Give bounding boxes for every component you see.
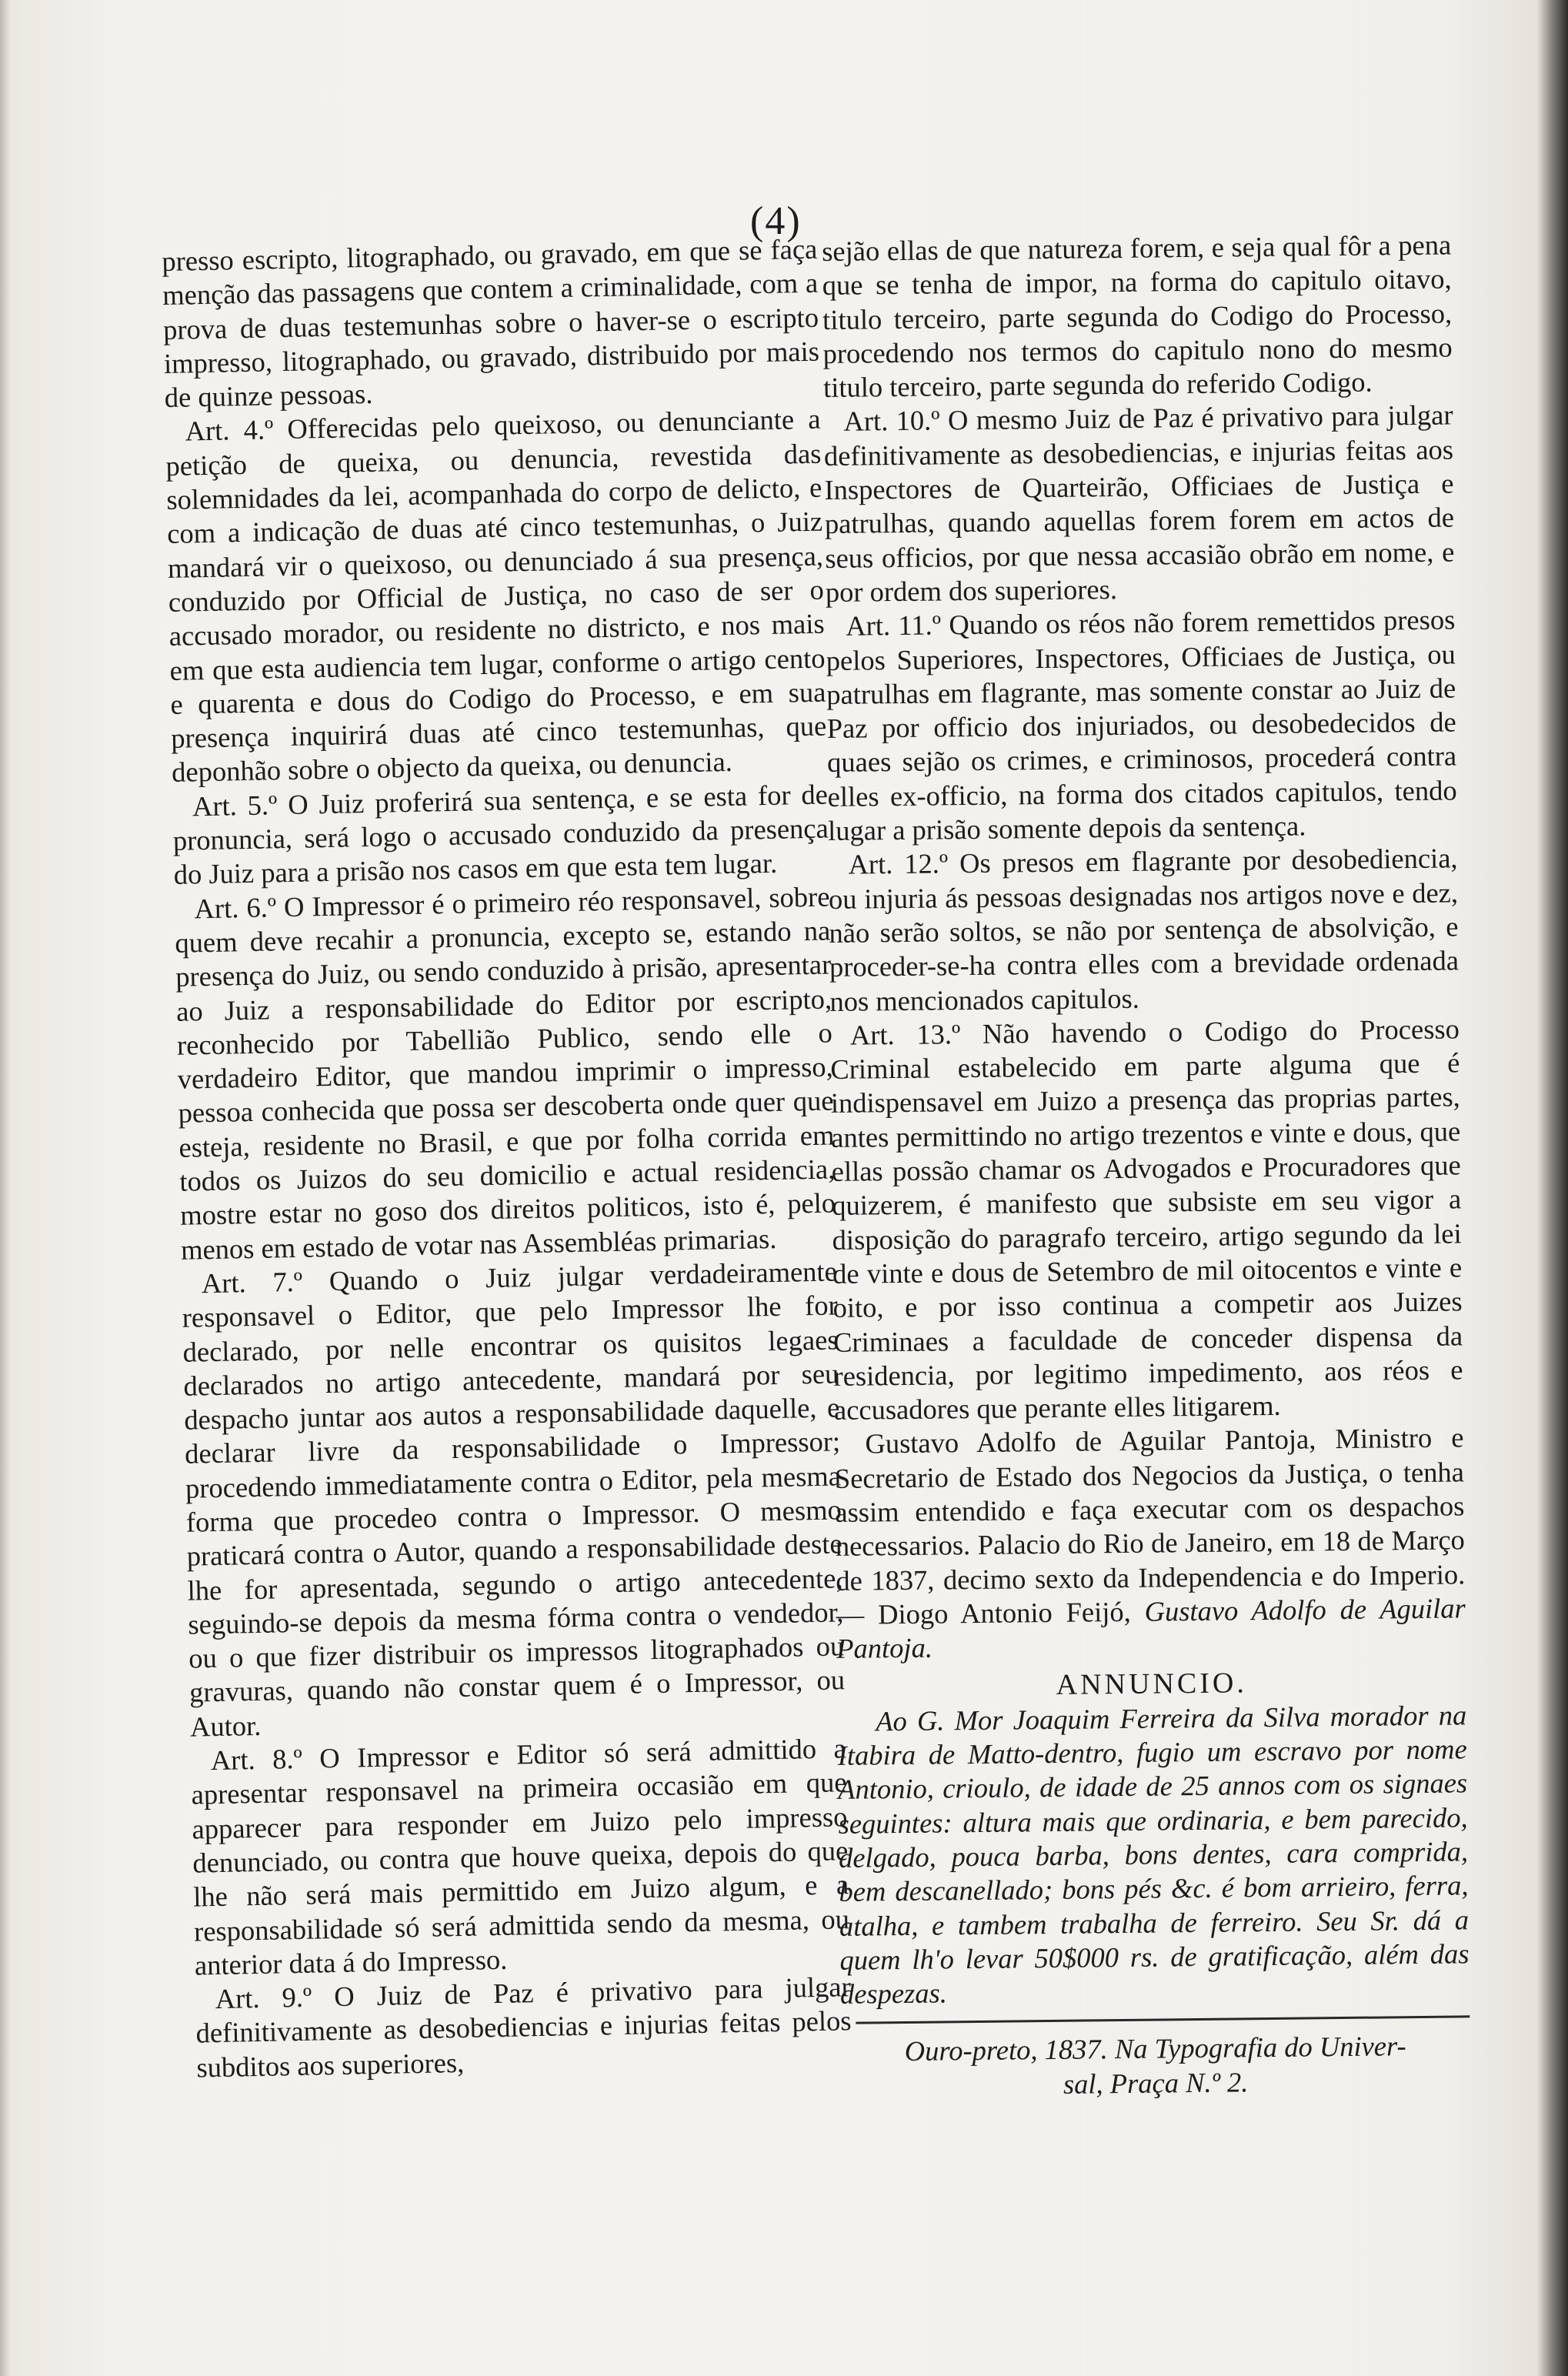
page-left-edge [0, 0, 11, 2376]
article-12: Art. 12.º Os presos em flagrante por desobediencia, ou injuria ás pessoas designadas nos artigos nove e dez, não serão soltos, se não por sentença de absolvição, e proceder-se-ha contra elles com a brevidade ordenada nos mencionados capitulos. [828, 842, 1460, 1017]
page-number: (4) [750, 199, 802, 243]
announcement [837, 1698, 1470, 2011]
article-7: Art. 7.º Quando o Juiz julgar verdadeiramente responsavel o Editor, que pelo Impressor lhe for declarado, por nelle encontrar os quisitos legaes declarados no artigo antecedente, mandará por seu despacho juntar aos autos a responsabilidade daquelle, e declarar livre da responsabilidade o Impressor; procedendo immediatamente contra o Editor, pela mesma forma que procedeo contra o Impressor. O mesmo praticará contra o Autor, quando a responsabilidade deste lhe for apresentada, segundo o artigo antecedente, seguindo-se depois da mesma fórma contra o vendedor, ou o que fizer distribuir os impressos litographados ou gravuras, quando não constar quem é o Impressor, ou Autor. [182, 1255, 846, 1743]
imprint [841, 2029, 1471, 2104]
decree-closing [834, 1421, 1466, 1667]
announcement-text: Ao G. Mor Joaquim Ferreira da Silva morador na Itabira de Matto-dentro, fugio um escravo por nome Antonio, crioulo, de idade de 25 annos com os signaes seguintes: altura mais que ordinaria, e bem parecido, delgado, pouca barba, bons dentes, cara comprida, bem descanellado; bons pés &c. é bom arrieiro, ferra, atalha, e tambem trabalha de ferreiro. Seu Sr. dá a quem lh'o levar 50$000 rs. de gratificação, além das despezas. [837, 1699, 1470, 2011]
article-4: Art. 4.º Offerecidas pelo queixoso, ou denunciante a petição de queixa, ou denuncia, revestida das solemnidades da lei, acompanhada do corpo de delicto, e com a indicação de duas até cinco testemunhas, o Juiz mandará vir o queixoso, ou denunciado á sua presença, conduzido por Official de Justiça, no caso de ser o accusado morador, ou residente no districto, e nos mais em que esta audiencia tem lugar, conforme o artigo cento e quarenta e dous do Codigo do Processo, e em sua presença inquirirá duas até cinco testemunhas, que deponhão sobre o objecto da queixa, ou denuncia. [165, 403, 827, 789]
paragraph: sejão ellas de que natureza forem, e seja qual fôr a pena que se tenha de impor, na forma do capitulo oitavo, titulo terceiro, parte segunda do Codigo do Processo, procedendo nos termos do capitulo nono do mesmo titulo terceiro, parte segunda do referido Codigo. [822, 229, 1453, 404]
left-text-column [162, 232, 852, 2085]
paragraph: presso escripto, litographado, ou gravado, em que se faça menção das passagens que contem a criminalidade, com a prova de duas testemunhas sobre o haver-se o escripto impresso, litographado, ou gravado, distribuido por mais de quinze pessoas. [162, 232, 820, 414]
imprint-line-1: Ouro-preto, 1837. Na Typografia do Univer- [904, 2030, 1406, 2067]
article-8: Art. 8.º O Impressor e Editor só será admittido a apresentar responsavel na primeira occasião em que apparecer para responder em Juizo pelo impresso denunciado, ou contra que houve queixa, depois do que lhe não será mais permittido em Juizo algum, e a responsabilidade só será admittida sendo da mesma, ou anterior data á do Impresso. [191, 1732, 850, 1981]
announcement-heading: ANNUNCIO. [1056, 1667, 1248, 1702]
signature: Gustavo Adolfo de Aguilar Pantoja. [836, 1592, 1466, 1665]
article-13: Art. 13.º Não havendo o Codigo do Processo Criminal estabelecido em parte alguma que é indispensavel em Juizo a presença das proprias partes, antes permittindo no artigo trezentos e vinte e dous, que ellas possão chamar os Advogados e Procuradores que quizerem, é manifesto que subsiste em seu vigor a disposição do paragrafo terceiro, artigo segundo da lei de vinte e dous de Setembro de mil oitocentos e vinte e oito, e por isso continua a competir aos Juizes Criminaes a faculdade de conceder dispensa da residencia, por legitimo impedimento, aos réos e accusadores que perante elles litigarem. [830, 1013, 1463, 1427]
article-11: Art. 11.º Quando os réos não forem remettidos presos pelos Superiores, Inspectores, Officiaes de Justiça, ou patrulhas em flagrante, mas somente constar ao Juiz de Paz por officio dos injuriados, ou desobedecidos de quaes sejão os crimes, e criminosos, procederá contra elles ex-officio, na forma dos citados capitulos, tendo lugar a prisão somente depois da sentença. [826, 603, 1457, 847]
right-text-column [822, 228, 1470, 2103]
article-9: Art. 9.º O Juiz de Paz é privativo para julgar definitivamente as desobediencias e injurias feitas pelos subditos aos superiores, [195, 1971, 852, 2084]
article-10: Art. 10.º O mesmo Juiz de Paz é privativo para julgar definitivamente as desobediencias, e injurias feitas aos Inspectores de Quarteirão, Officiaes de Justiça e patrulhas, quando aquellas forem forem em actos de seus officios, por que nessa accasião obrão em nome, e por ordem dos superiores. [823, 399, 1455, 608]
page-right-edge [1537, 0, 1568, 2376]
divider-rule [856, 2016, 1470, 2024]
article-6: Art. 6.º O Impressor é o primeiro réo responsavel, sobre quem deve recahir a pronuncia, excepto se, estando na presença do Juiz, ou sendo conduzido à prisão, apresentar ao Juiz a responsabilidade do Editor por escripto, reconhecido por Tabellião Publico, sendo elle o verdadeiro Editor, que mandou imprimir o impresso, pessoa conhecida que possa ser descoberta onde quer que esteja, residente no Brasil, e que por folha corrida em todos os Juizos do seu domicilio e actual residencia, mostre estar no goso dos direitos politicos, isto é, pelo menos em estado de votar nas Assembléas primarias. [175, 880, 836, 1266]
imprint-line-2: sal, Praça N.º 2. [1063, 2066, 1249, 2100]
decree-closing-text: Gustavo Adolfo de Aguilar Pantoja, Ministro e Secretario de Estado dos Negocios da Justiça, o tenha assim entendido e faça executar com os despachos necessarios. Palacio do Rio de Janeiro, em 18 de Março de 1837, decimo sexto da Independencia e do Imperio. — Diogo Antonio Feijó, [834, 1421, 1466, 1630]
article-5: Art. 5.º O Juiz proferirá sua sentença, e se esta for de pronuncia, será logo o accusado conduzido da presença do Juiz para a prisão nos casos em que esta tem lugar. [172, 778, 829, 891]
